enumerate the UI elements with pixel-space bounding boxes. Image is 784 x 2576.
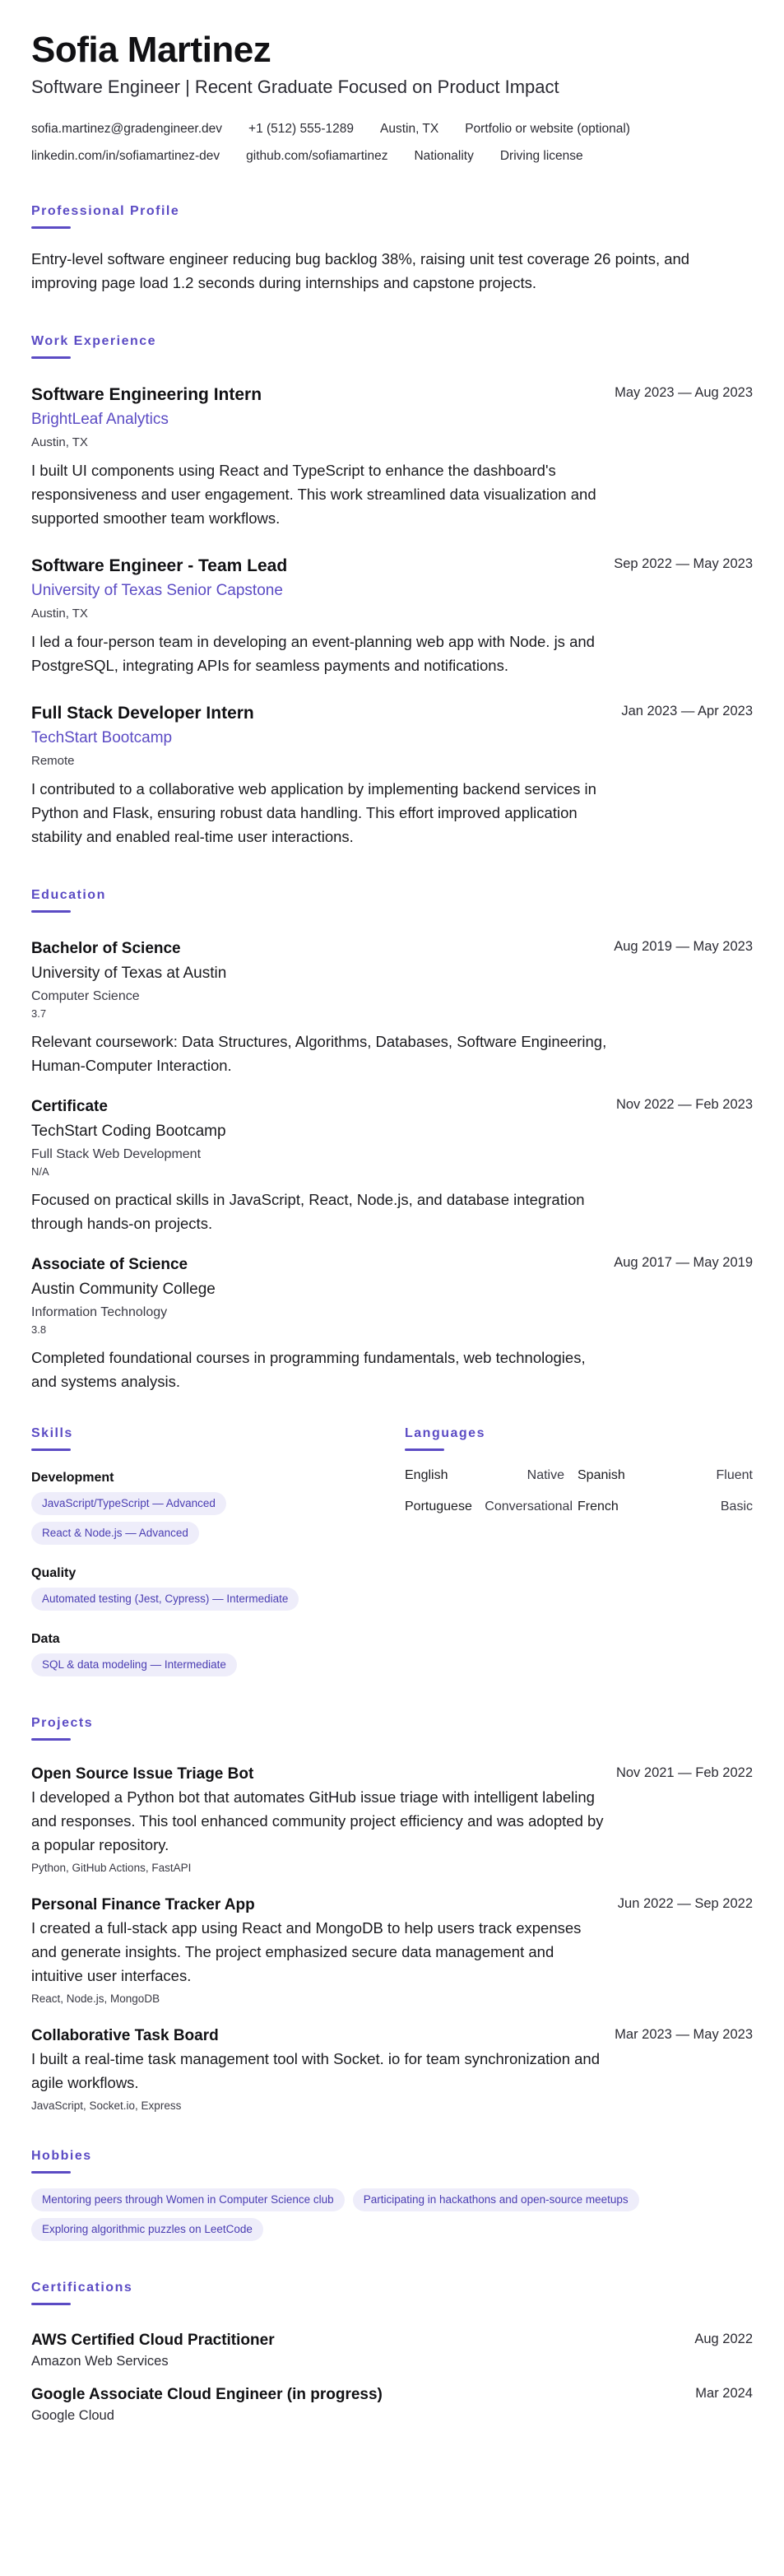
skills-section	[31, 1426, 405, 1683]
certification-date: Aug 2022	[694, 2332, 753, 2346]
project-name: Personal Finance Tracker App	[31, 1896, 255, 1913]
skill-chip: React & Node.js — Advanced	[31, 1522, 199, 1545]
contact-phone[interactable]: +1 (512) 555-1289	[248, 122, 354, 136]
experience-entry	[31, 702, 753, 849]
education-description: Focused on practical skills in JavaScript, React, Node.js, and database integration through hands-on projects.	[31, 1191, 585, 1232]
project-name: Collaborative Task Board	[31, 2027, 219, 2044]
gpa-value: 3.8	[31, 1323, 47, 1336]
section-title: Certifications	[31, 2281, 133, 2295]
job-description: I led a four-person team in developing an event-planning web app with Node. js and PostgreSQL, integrating APIs for seamless payments and notifications.	[31, 633, 595, 674]
contact-email[interactable]: sofia.martinez@gradengineer.dev	[31, 122, 223, 136]
hobby-chip: Mentoring peers through Women in Computer Science club	[31, 2188, 345, 2211]
candidate-name: Sofia Martinez	[31, 30, 271, 70]
job-location: Austin, TX	[31, 607, 88, 621]
profile-section	[31, 204, 753, 295]
certification-name: AWS Certified Cloud Practitioner	[31, 2332, 275, 2349]
school-name: Austin Community College	[31, 1281, 216, 1298]
experience-entry	[31, 384, 753, 530]
certification-issuer: Google Cloud	[31, 2408, 114, 2423]
project-description: I built a real-time task management tool with Socket. io for team synchronization and agile workflows.	[31, 2050, 601, 2091]
section-title: Education	[31, 888, 106, 902]
project-description: I developed a Python bot that automates GitHub issue triage with intelligent labeling and responses. This tool enhanced community project efficiency and was adopted by a popular repository.	[31, 1788, 604, 1853]
job-description: I contributed to a collaborative web application by implementing backend services in Python and Flask, ensuring robust data handling. This effort improved application stability and enabled real-time user interactions.	[31, 780, 596, 845]
profile-summary: Entry-level software engineer reducing bug backlog 38%, raising unit test coverage 26 points, and improving page load 1.2 seconds during internships and capstone projects.	[31, 250, 690, 291]
field-of-study: Information Technology	[31, 1305, 168, 1319]
experience-entry	[31, 555, 753, 677]
education-description: Completed foundational courses in programming fundamentals, web technologies, and systems analysis.	[31, 1349, 586, 1390]
certification-name: Google Associate Cloud Engineer (in progress)	[31, 2386, 383, 2403]
section-divider	[31, 910, 71, 913]
project-entry	[31, 1764, 753, 1876]
language-name: Spanish	[578, 1468, 625, 1482]
education-description: Relevant coursework: Data Structures, Algorithms, Databases, Software Engineering, Human-Computer Interaction.	[31, 1033, 607, 1074]
language-name: Portuguese	[405, 1500, 472, 1514]
degree-title: Associate of Science	[31, 1256, 188, 1273]
section-title: Projects	[31, 1716, 94, 1730]
language-item	[405, 1466, 578, 1486]
job-dates: Jan 2023 — Apr 2023	[621, 704, 753, 718]
skill-chip: SQL & data modeling — Intermediate	[31, 1653, 237, 1676]
hobby-chips	[31, 2188, 755, 2248]
job-description: I built UI components using React and TypeScript to enhance the dashboard's responsiveness and user engagement. This work streamlined data visualization and supported smoother team workflows.	[31, 462, 596, 527]
project-entry	[31, 1895, 753, 2007]
resume-header	[31, 30, 753, 173]
contact-driving-license: Driving license	[499, 149, 583, 163]
project-tech-stack: JavaScript, Socket.io, Express	[31, 2099, 182, 2112]
project-name: Open Source Issue Triage Bot	[31, 1765, 254, 1783]
project-entry	[31, 2025, 753, 2114]
language-item	[578, 1466, 753, 1486]
section-title: Skills	[31, 1426, 73, 1440]
job-location: Austin, TX	[31, 435, 88, 449]
skill-chips	[31, 1492, 405, 1522]
language-item	[405, 1497, 578, 1517]
language-level: Native	[527, 1468, 564, 1482]
field-of-study: Computer Science	[31, 989, 140, 1003]
contact-linkedin[interactable]: linkedin.com/in/sofiamartinez-dev	[31, 149, 220, 163]
field-of-study: Full Stack Web Development	[31, 1147, 202, 1161]
education-entry	[31, 1095, 753, 1235]
section-title: Hobbies	[31, 2149, 92, 2163]
job-dates: May 2023 — Aug 2023	[615, 385, 753, 400]
hobby-chip: Participating in hackathons and open-source meetups	[353, 2188, 639, 2211]
gpa-value: N/A	[31, 1165, 49, 1178]
contact-portfolio[interactable]: Portfolio or website (optional)	[465, 122, 630, 136]
degree-title: Certificate	[31, 1098, 108, 1115]
section-title: Work Experience	[31, 334, 157, 348]
education-dates: Nov 2022 — Feb 2023	[615, 1097, 753, 1112]
job-title: Software Engineering Intern	[31, 385, 262, 404]
skill-chip: Automated testing (Jest, Cypress) — Intermediate	[31, 1588, 299, 1611]
education-entry	[31, 937, 753, 1077]
contact-location: Austin, TX	[380, 122, 439, 136]
skill-group-title: Quality	[31, 1566, 77, 1580]
company-name: TechStart Bootcamp	[31, 729, 173, 746]
hobby-chip: Exploring algorithmic puzzles on LeetCode	[31, 2218, 263, 2241]
section-divider	[31, 356, 71, 359]
contact-list	[31, 119, 722, 173]
skill-chip: JavaScript/TypeScript — Advanced	[31, 1492, 226, 1515]
skill-group-title: Data	[31, 1632, 60, 1646]
skill-chips	[31, 1653, 405, 1683]
project-dates: Jun 2022 — Sep 2022	[617, 1896, 753, 1911]
language-name: English	[405, 1468, 448, 1482]
job-location: Remote	[31, 754, 75, 768]
certification-entry	[31, 2384, 753, 2425]
section-title: Professional Profile	[31, 204, 180, 218]
projects-section	[31, 1716, 753, 2114]
project-description: I created a full-stack app using React and MongoDB to help users track expenses and generate insights. The project emphasized secure data management and intuitive user interfaces.	[31, 1919, 582, 1984]
education-dates: Aug 2019 — May 2023	[614, 939, 753, 954]
contact-github[interactable]: github.com/sofiamartinez	[246, 149, 388, 163]
certification-date: Mar 2024	[695, 2386, 753, 2401]
contact-nationality: Nationality	[414, 149, 474, 163]
skill-group	[31, 1469, 405, 1551]
job-title: Full Stack Developer Intern	[31, 704, 254, 723]
project-dates: Nov 2021 — Feb 2022	[615, 1765, 753, 1780]
section-divider	[31, 2171, 71, 2174]
section-divider	[31, 1738, 71, 1741]
certifications-section	[31, 2281, 753, 2425]
school-name: University of Texas at Austin	[31, 965, 227, 982]
education-section	[31, 888, 753, 1393]
language-level: Conversational	[485, 1500, 573, 1514]
company-name: University of Texas Senior Capstone	[31, 582, 283, 599]
experience-section	[31, 334, 753, 849]
languages-section	[405, 1426, 753, 1683]
gpa-value: 3.7	[31, 1007, 47, 1020]
certification-entry	[31, 2330, 753, 2371]
language-item	[578, 1497, 753, 1517]
project-tech-stack: React, Node.js, MongoDB	[31, 1992, 160, 2005]
section-divider	[31, 1448, 71, 1451]
skills-languages-row	[31, 1426, 753, 1683]
certification-issuer: Amazon Web Services	[31, 2354, 169, 2369]
candidate-tagline: Software Engineer | Recent Graduate Focused on Product Impact	[31, 77, 559, 97]
project-tech-stack: Python, GitHub Actions, FastAPI	[31, 1862, 192, 1874]
language-name: French	[578, 1500, 619, 1514]
company-name: BrightLeaf Analytics	[31, 411, 169, 428]
degree-title: Bachelor of Science	[31, 940, 181, 957]
section-title: Languages	[405, 1426, 485, 1440]
language-list	[405, 1466, 753, 1517]
section-divider	[31, 226, 71, 229]
hobbies-section	[31, 2149, 753, 2248]
job-dates: Sep 2022 — May 2023	[614, 556, 753, 571]
job-title: Software Engineer - Team Lead	[31, 556, 288, 575]
section-divider	[31, 2303, 71, 2305]
language-level: Basic	[720, 1500, 753, 1514]
education-dates: Aug 2017 — May 2019	[614, 1255, 753, 1270]
section-divider	[405, 1448, 444, 1451]
education-entry	[31, 1253, 753, 1393]
school-name: TechStart Coding Bootcamp	[31, 1123, 226, 1140]
skill-group	[31, 1565, 405, 1617]
project-dates: Mar 2023 — May 2023	[615, 2027, 753, 2042]
language-level: Fluent	[716, 1468, 753, 1482]
skill-chips	[31, 1588, 405, 1617]
skill-group-title: Development	[31, 1471, 114, 1485]
skill-chips	[31, 1522, 405, 1551]
skill-group	[31, 1630, 405, 1683]
